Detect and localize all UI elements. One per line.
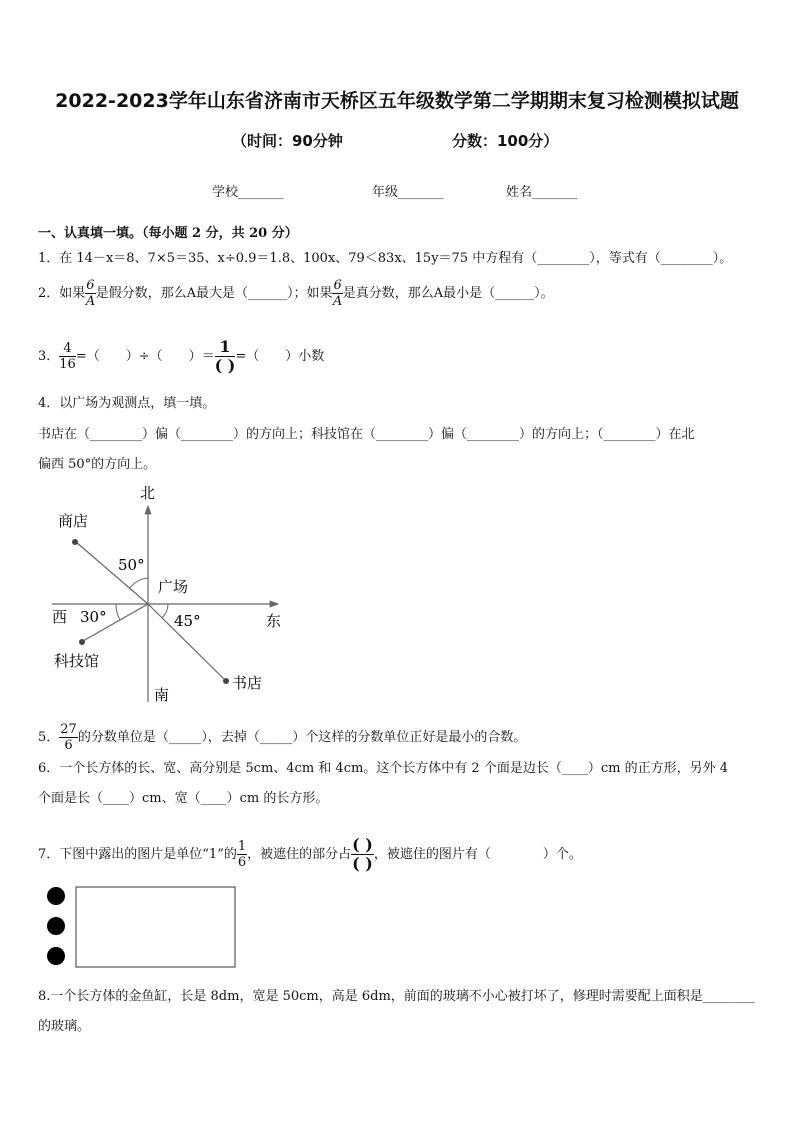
dot-3: [47, 947, 65, 965]
angle-45-label: 45°: [174, 612, 201, 630]
bookstore-point: [223, 678, 229, 684]
arc-50: [130, 578, 148, 588]
exam-time: （时间：90分钟: [232, 132, 343, 150]
question-3: 3． $\frac{4}{16}$ =（ ）÷（ ）＝ $\frac{1}{( )}$ =（ ）小数: [38, 337, 325, 375]
question-1: 1．在 14－x＝8、7×5＝35、x÷0.9＝1.8、100x、79＜83x、15y＝75 中方程有（________），等式有（________）。: [38, 251, 733, 266]
fraction-4-over-16: $\frac{4}{16}$: [59, 341, 76, 372]
arc-30: [116, 604, 120, 620]
bookstore-label: 书店: [232, 674, 263, 692]
fraction-1-over-6: $\frac{1}{6}$: [237, 839, 247, 870]
question-5: 5． $\frac{27}{6}$ 的分数单位是（_____），去掉（_____）个这样的分数单位正好是最小的合数。: [38, 722, 527, 753]
angle-50-label: 50°: [118, 556, 145, 574]
north-label: 北: [140, 484, 156, 502]
name-field: 姓名_______: [506, 185, 578, 200]
question-7: 7．下图中露出的图片是单位“1”的 $\frac{1}{6}$ ，被遮住的部分占 $\frac{( )}{( )}$ ，被遮住的图片有（ ）个。: [38, 835, 582, 873]
question-8-line2: 的玻璃。: [38, 1019, 91, 1034]
angle-30-label: 30°: [80, 608, 107, 626]
dot-2: [47, 917, 65, 935]
fraction-6-over-a-2: $\frac{6}{A}$: [332, 278, 343, 309]
cover-rectangle: [76, 887, 235, 967]
question-6-line1: 6．一个长方体的长、宽、高分别是 5cm、4cm 和 4cm。这个长方体中有 2 个面是边长（____）cm 的正方形，另外 4: [38, 761, 728, 776]
question-4-line1: 书店在（________）偏（________）的方向上；科技馆在（________）偏（________）的方向上；（________）在北: [38, 427, 695, 442]
direction-diagram: [40, 478, 300, 710]
store-point: [72, 539, 78, 545]
fraction-27-over-6: $\frac{27}{6}$: [60, 722, 77, 753]
exam-title: 2022-2023学年山东省济南市天桥区五年级数学第二学期期末复习检测模拟试题: [55, 90, 739, 112]
museum-label: 科技馆: [54, 652, 100, 670]
question-2: 2．如果 $\frac{6}{A}$ 是假分数，那么A最大是（______）；如果 $\frac{6}{A}$ 是真分数，那么A最小是（______）。: [38, 278, 554, 309]
grade-field: 年级_______: [372, 185, 444, 200]
question-4-intro: 4．以广场为观测点，填一填。: [38, 396, 216, 411]
fraction-blank-over-blank: $\frac{( )}{( )}$: [352, 835, 373, 873]
section-heading: 一、认真填一填。（每小题 2 分，共 20 分）: [38, 226, 298, 241]
center-label: 广场: [158, 578, 189, 596]
question-6-line2: 个面是长（____）cm、宽（____）cm 的长方形。: [38, 791, 329, 806]
exam-score: 分数：100分）: [452, 132, 559, 150]
museum-point: [79, 639, 85, 645]
dot-1: [47, 887, 65, 905]
fraction-6-over-a: $\frac{6}{A}$: [85, 278, 96, 309]
covered-picture-figure: [44, 884, 240, 972]
arc-45: [162, 604, 168, 618]
school-field: 学校_______: [212, 185, 284, 200]
question-4-line2: 偏西 50°的方向上。: [38, 457, 157, 472]
east-label: 东: [266, 612, 282, 630]
west-label: 西: [52, 608, 68, 626]
fraction-1-over-blank: $\frac{1}{( )}$: [214, 337, 236, 375]
store-label: 商店: [58, 512, 89, 530]
south-label: 南: [154, 686, 170, 704]
question-8-line1: 8.一个长方体的金鱼缸，长是 8dm，宽是 50cm，高是 6dm，前面的玻璃不小心被打坏了，修理时需要配上面积是________: [38, 989, 755, 1004]
